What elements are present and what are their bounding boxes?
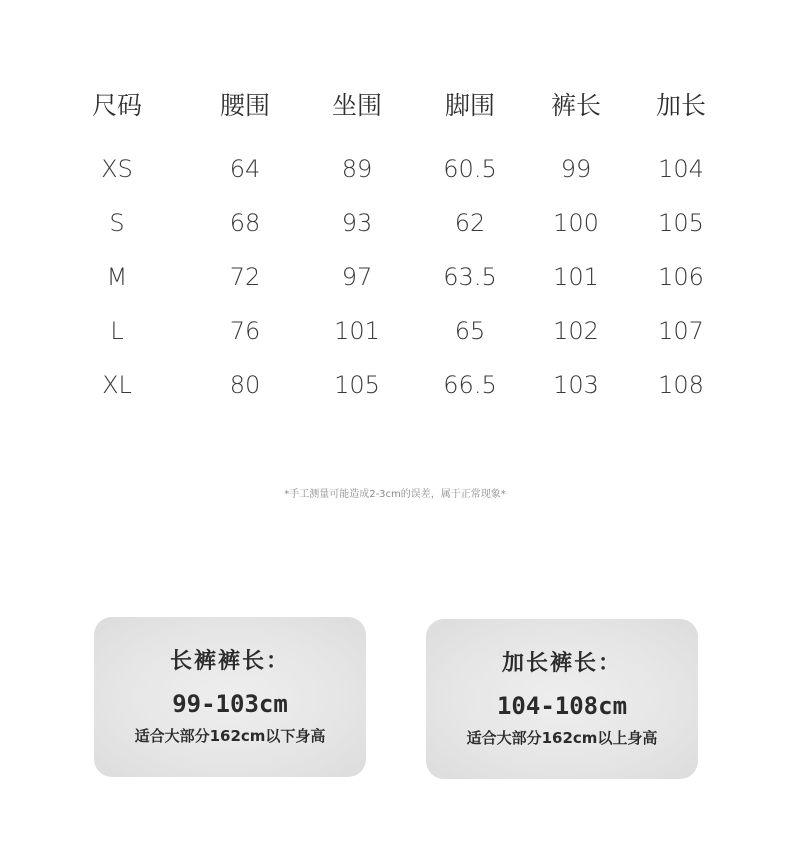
- card-range: 104-108cm: [496, 692, 628, 720]
- header-size: 尺码: [91, 91, 143, 120]
- size-cell: M: [106, 263, 128, 291]
- hem-cell: 62: [454, 209, 486, 237]
- size-cell: XL: [102, 371, 132, 399]
- hem-cell: 63.5: [443, 263, 497, 291]
- header-long-length: 加长: [655, 91, 707, 120]
- long-length-cell: 107: [658, 317, 704, 345]
- hem-cell: 60.5: [443, 155, 497, 183]
- card-range: 99-103cm: [172, 690, 288, 718]
- hip-cell: 105: [334, 371, 380, 399]
- card-description: 适合大部分162cm以上身高: [466, 729, 658, 747]
- hip-cell: 101: [334, 317, 380, 345]
- table-row: [0, 257, 790, 297]
- card-description: 适合大部分162cm以下身高: [134, 727, 326, 745]
- long-length-card: [426, 619, 698, 779]
- measurement-note: *手工测量可能造成2-3cm的误差，属于正常现象*: [284, 489, 506, 500]
- hem-cell: 65: [454, 317, 486, 345]
- hip-cell: 93: [341, 209, 373, 237]
- long-length-cell: 106: [658, 263, 704, 291]
- table-header-row: [0, 86, 790, 126]
- length-cell: 99: [560, 155, 592, 183]
- header-hip: 坐围: [331, 91, 383, 120]
- header-waist: 腰围: [219, 91, 271, 120]
- size-cell: S: [109, 209, 125, 237]
- waist-cell: 80: [229, 371, 261, 399]
- length-cell: 103: [553, 371, 599, 399]
- header-hem: 脚围: [444, 91, 496, 120]
- long-length-cell: 104: [658, 155, 704, 183]
- hip-cell: 89: [341, 155, 373, 183]
- hip-cell: 97: [341, 263, 373, 291]
- long-length-cell: 105: [658, 209, 704, 237]
- table-row: [0, 203, 790, 243]
- card-title: 长裤裤长：: [169, 649, 290, 674]
- table-row: [0, 311, 790, 351]
- header-length: 裤长: [550, 91, 602, 120]
- length-cell: 100: [553, 209, 599, 237]
- waist-cell: 76: [229, 317, 261, 345]
- hem-cell: 66.5: [443, 371, 497, 399]
- regular-length-card: [94, 617, 366, 777]
- waist-cell: 72: [229, 263, 261, 291]
- size-cell: L: [110, 317, 124, 345]
- table-row: [0, 365, 790, 405]
- waist-cell: 68: [229, 209, 261, 237]
- long-length-cell: 108: [658, 371, 704, 399]
- waist-cell: 64: [229, 155, 261, 183]
- length-cell: 101: [553, 263, 599, 291]
- table-row: [0, 149, 790, 189]
- size-cell: XS: [101, 155, 133, 183]
- card-title: 加长裤长：: [501, 651, 622, 676]
- length-cell: 102: [553, 317, 599, 345]
